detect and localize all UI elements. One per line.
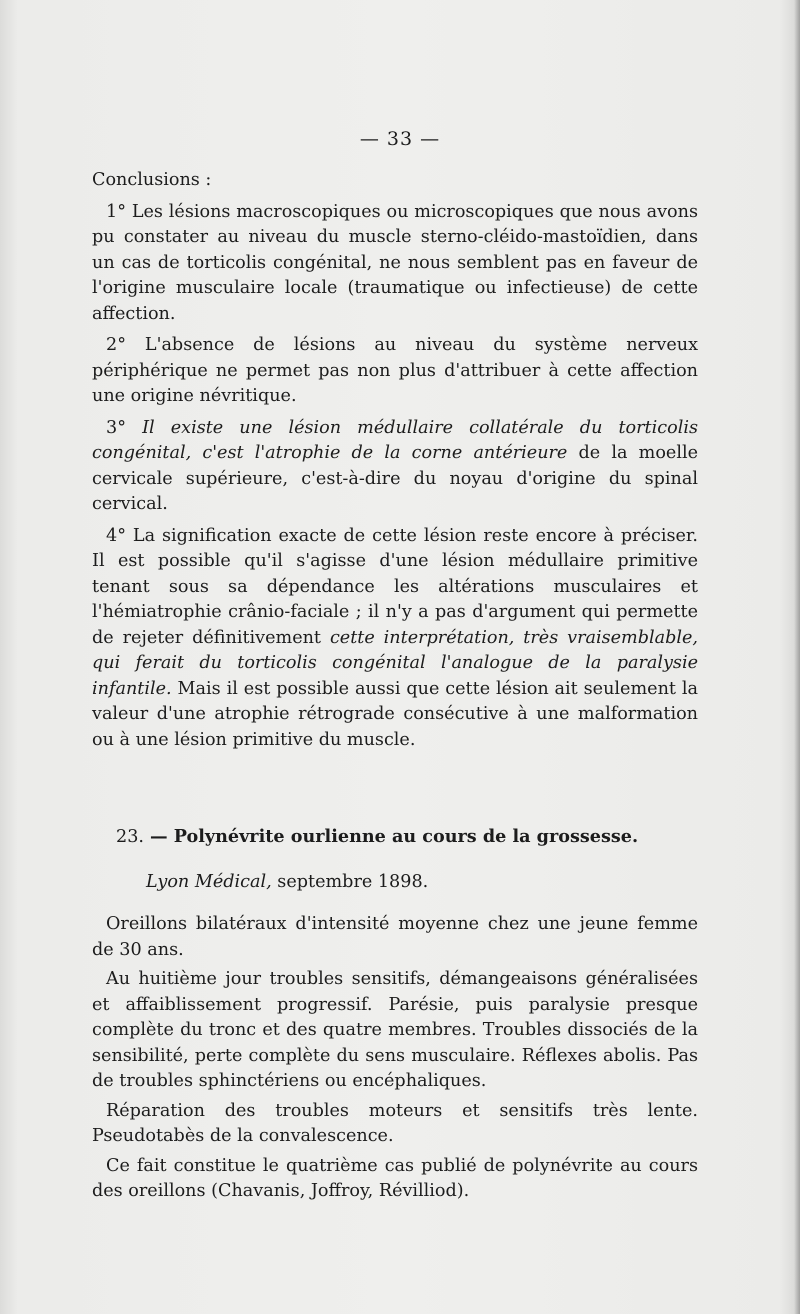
section-paragraph-4: Ce fait constitue le quatrième cas publié de polynévrite au cours des oreillons (Chavanis, Joffroy, Révilliod). <box>92 1155 698 1201</box>
conclusion-3-start: 3° <box>106 417 143 438</box>
section-number: 23. <box>116 827 144 847</box>
section-paragraph-1: Oreillons bilatéraux d'intensité moyenne chez une jeune femme de 30 ans. <box>92 914 698 960</box>
conclusion-4 <box>92 524 698 754</box>
source-journal: Lyon Médical, <box>146 872 272 892</box>
section-heading <box>116 826 638 847</box>
conclusion-1: 1° Les lésions macroscopiques ou microscopiques que nous avons pu constater au niveau du muscle sterno-cléido-mastoïdien, dans un cas de torticolis congénital, ne nous semblent pas en faveur de l'origine musculaire locale (traumatique ou infectieuse) de cette affection. <box>92 201 698 324</box>
page-edge-shadow <box>794 0 800 1314</box>
source-date: septembre 1898. <box>271 872 429 892</box>
conclusion-4-start: 4° La signification exacte de cette lésion reste encore à préciser. Il est possible qu'il s'agisse d'une lésion médullaire primitive tenant sous sa dépendance les altérations musculaires et l'hémiatrophie crânio-faciale ; il n'y a pas d'argument qui permette de rejeter définitivement <box>92 525 698 648</box>
section-title: — Polynévrite ourlienne au cours de la grossesse. <box>149 826 639 847</box>
section-paragraph-3: Réparation des troubles moteurs et sensitifs très lente. Pseudotabès de la convalescence. <box>92 1100 698 1146</box>
section-source <box>146 872 428 892</box>
section-body <box>92 912 698 1209</box>
conclusions-block <box>92 168 698 759</box>
conclusions-label: Conclusions : <box>92 170 212 190</box>
conclusion-4-end: Mais il est possible aussi que cette lésion ait seulement la valeur d'une atrophie rétrograde consécutive à une malformation ou à une lésion primitive du muscle. <box>92 678 698 750</box>
conclusion-2: 2° L'absence de lésions au niveau du système nerveux périphérique ne permet pas non plus d'attribuer à cette affection une origine névritique. <box>92 335 698 406</box>
conclusion-3-italic: Il existe une lésion médullaire collatérale du torticolis congénital, c'est l'atrophie de la corne antérieure <box>92 417 698 463</box>
conclusion-3-end: de la moelle cervicale supérieure, c'est-à-dire du noyau d'origine du spinal cervical. <box>92 443 699 514</box>
page-number: — 33 — <box>359 128 441 150</box>
section-paragraph-2: Au huitième jour troubles sensitifs, démangeaisons généralisées et affaiblissement progressif. Parésie, puis paralysie presque complète du tronc et des quatre membres. Troubles dissociés de la sensibilité, perte complète du sens musculaire. Réflexes abolis. Pas de troubles sphinctériens ou encéphaliques. <box>92 969 698 1091</box>
conclusion-3 <box>92 416 698 518</box>
conclusion-4-italic: cette interprétation, très vraisemblable, qui ferait du torticolis congénital l'analogue de la paralysie infantile. <box>92 627 699 699</box>
